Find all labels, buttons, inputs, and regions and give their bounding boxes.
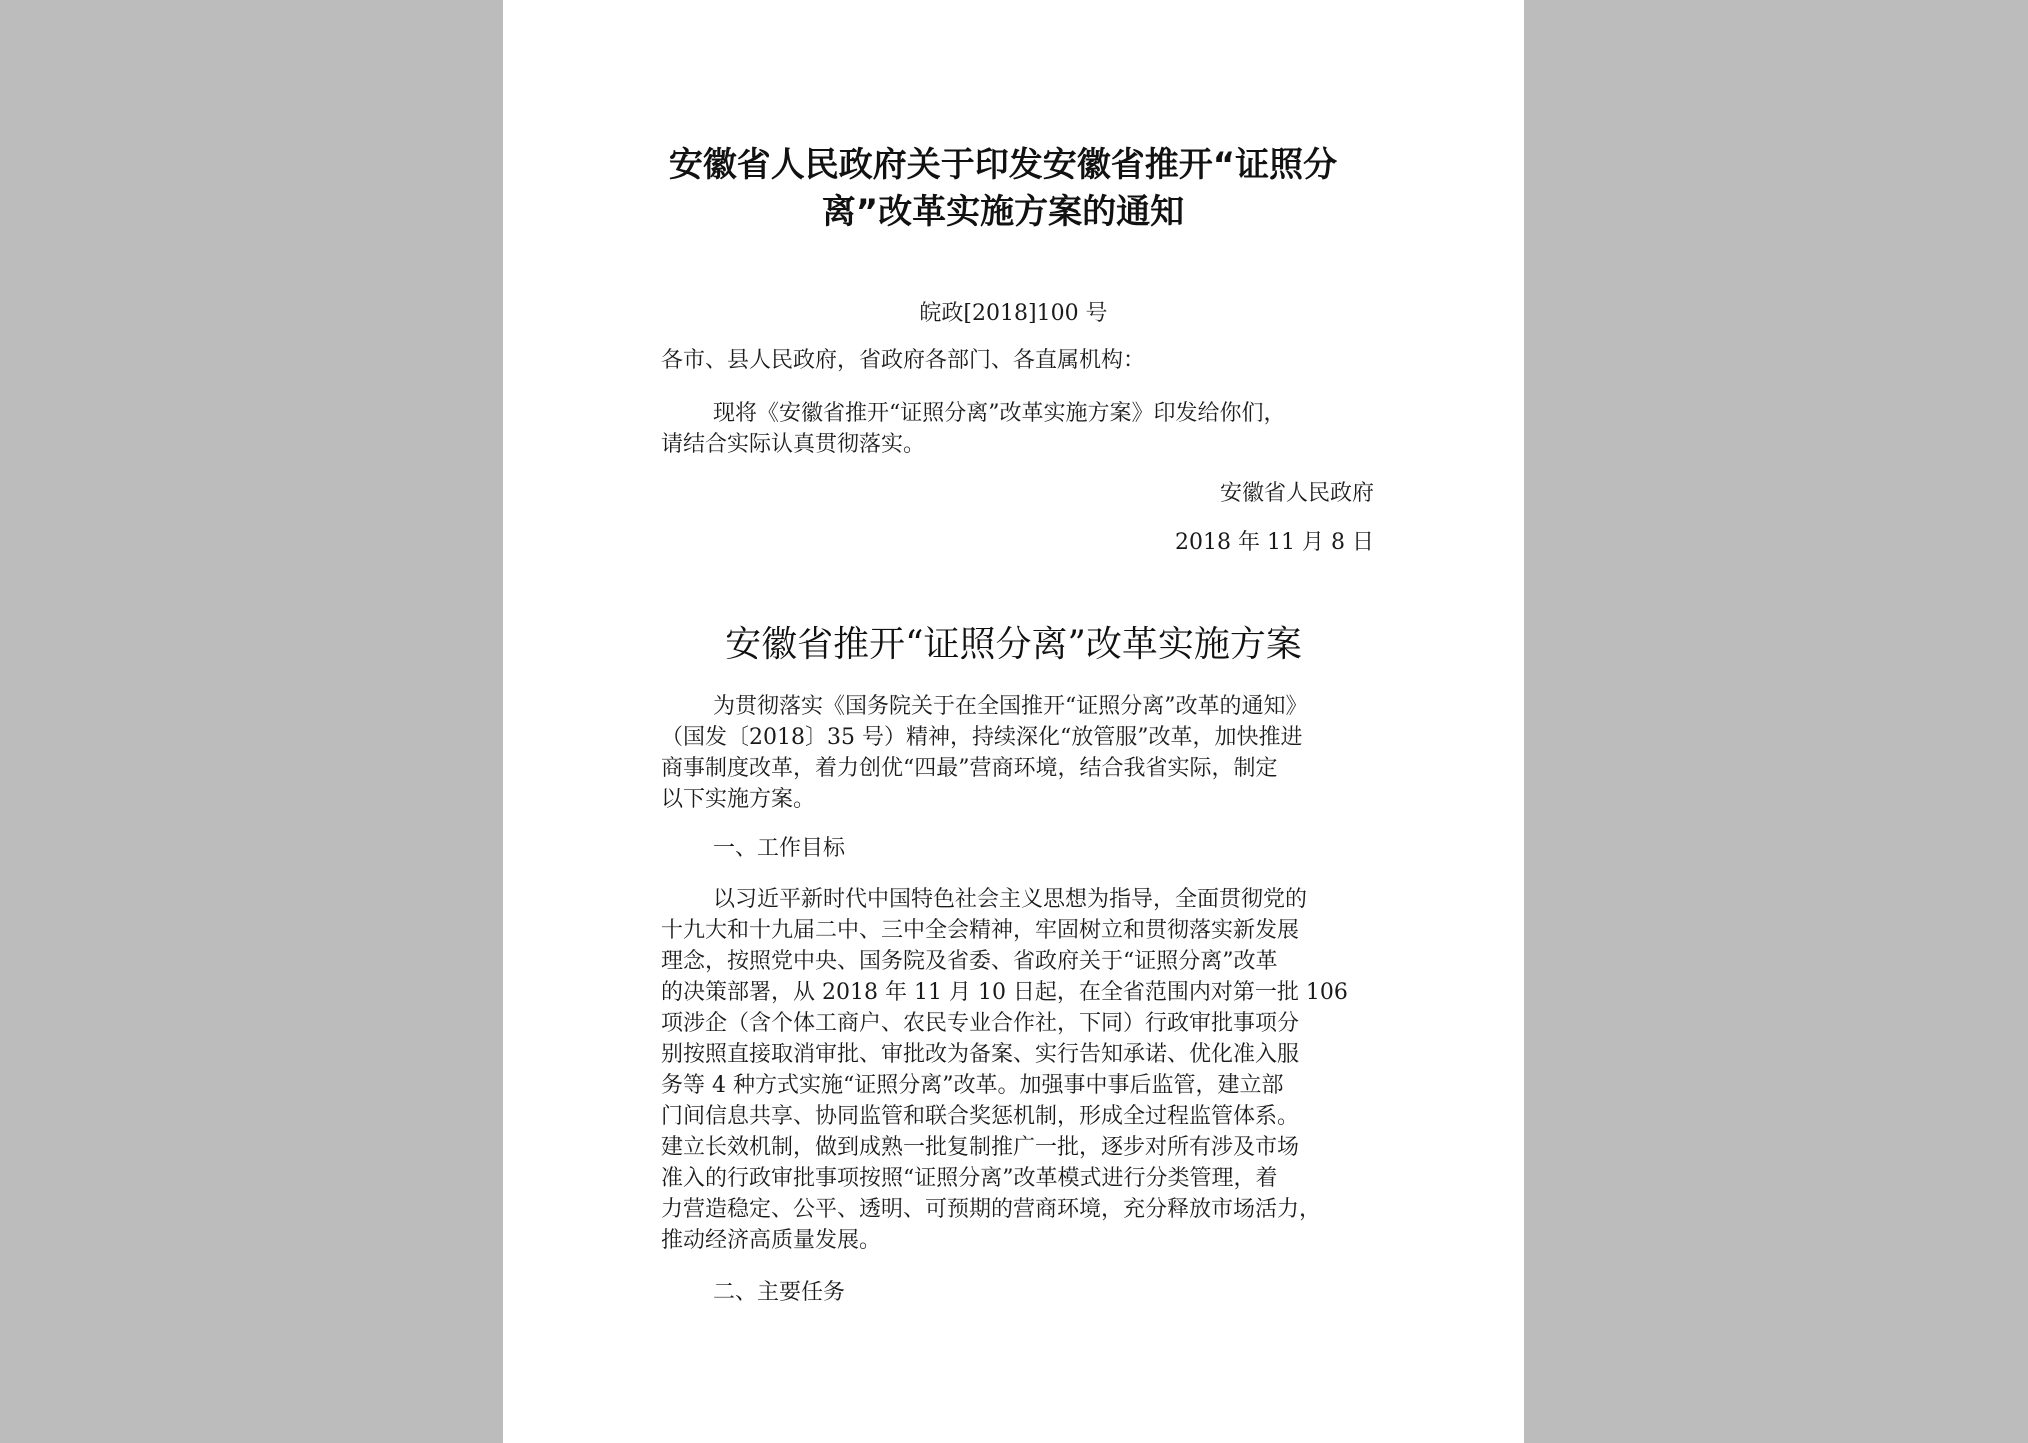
- signer: 安徽省人民政府: [1219, 481, 1374, 506]
- paragraph-line: 十九大和十九届二中、三中全会精神，牢固树立和贯彻落实新发展: [661, 918, 1300, 943]
- paragraph-line: 建立长效机制，做到成熟一批复制推广一批，逐步对所有涉及市场: [661, 1135, 1300, 1160]
- paragraph-line: 的决策部署，从 2018 年 11 月 10 日起，在全省范围内对第一批 106: [661, 980, 1348, 1005]
- paragraph-line: 务等 4 种方式实施“证照分离”改革。加强事中事后监管，建立部: [661, 1073, 1284, 1098]
- paragraph-line: （国发〔2018〕35 号）精神，持续深化“放管服”改革，加快推进: [661, 725, 1303, 750]
- paragraph-line: 推动经济高质量发展。: [661, 1228, 882, 1253]
- paragraph-line: 以下实施方案。: [661, 787, 816, 812]
- paragraph-line: 力营造稳定、公平、透明、可预期的营商环境，充分释放市场活力，: [661, 1197, 1322, 1222]
- paragraph-line: 别按照直接取消审批、审批改为备案、实行告知承诺、优化准入服: [661, 1042, 1300, 1067]
- section-heading-tasks: 二、主要任务: [713, 1280, 846, 1305]
- notice-title-line: 安徽省人民政府关于印发安徽省推开“证照分: [668, 145, 1338, 185]
- goals-paragraph: [661, 884, 1381, 1256]
- document-page: [503, 0, 1524, 1443]
- paragraph-line: 为贯彻落实《国务院关于在全国推开“证照分离”改革的通知》: [713, 694, 1308, 719]
- document-number: 皖政[2018]100 号: [919, 301, 1108, 326]
- notice-body-line: 现将《安徽省推开“证照分离”改革实施方案》印发给你们，: [713, 401, 1286, 426]
- paragraph-line: 理念，按照党中央、国务院及省委、省政府关于“证照分离”改革: [661, 949, 1278, 974]
- intro-paragraph: [661, 691, 1381, 815]
- issue-date: 2018 年 11 月 8 日: [1175, 530, 1374, 555]
- addressee: 各市、县人民政府，省政府各部门、各直属机构：: [661, 348, 1146, 373]
- paragraph-line: 商事制度改革，着力创优“四最”营商环境，结合我省实际，制定: [661, 756, 1278, 781]
- notice-title-line: 离”改革实施方案的通知: [821, 192, 1185, 232]
- section-heading-goals: 一、工作目标: [713, 836, 846, 861]
- paragraph-line: 以习近平新时代中国特色社会主义思想为指导，全面贯彻党的: [713, 887, 1308, 912]
- plan-title: 安徽省推开“证照分离”改革实施方案: [725, 624, 1302, 665]
- paragraph-line: 项涉企（含个体工商户、农民专业合作社，下同）行政审批事项分: [661, 1011, 1300, 1036]
- paragraph-line: 准入的行政审批事项按照“证照分离”改革模式进行分类管理，着: [661, 1166, 1278, 1191]
- notice-title: [653, 142, 1353, 236]
- notice-body-line: 请结合实际认真贯彻落实。: [661, 432, 926, 457]
- paragraph-line: 门间信息共享、协同监管和联合奖惩机制，形成全过程监管体系。: [661, 1104, 1300, 1129]
